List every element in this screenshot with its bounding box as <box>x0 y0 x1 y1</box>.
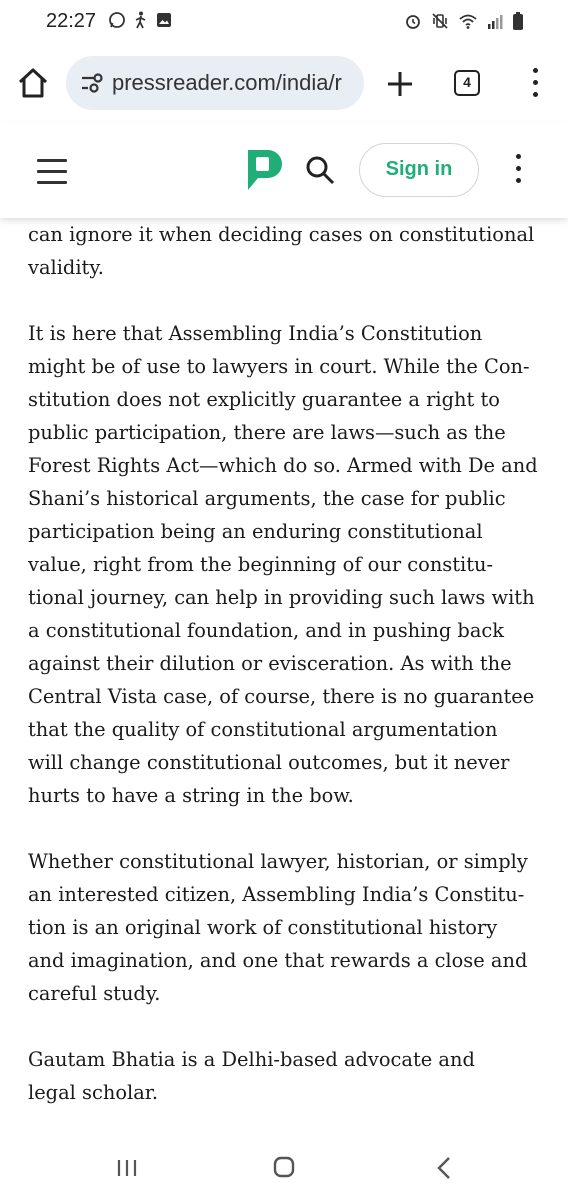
tab-switcher-button[interactable]: 4 <box>454 70 480 96</box>
pressreader-logo-icon[interactable] <box>244 146 284 194</box>
url-text[interactable]: pressreader.com/india/r <box>112 70 342 95</box>
status-bar <box>0 0 568 44</box>
alarm-icon <box>404 12 422 30</box>
gallery-icon <box>156 12 172 28</box>
site-settings-icon[interactable] <box>80 72 104 94</box>
recent-apps-icon[interactable] <box>116 1158 138 1178</box>
sign-in-button[interactable]: Sign in <box>359 143 479 197</box>
article-paragraph: It is here that Assembling India’s Constitution might be of use to lawyers in court. While the Con- stitution does not explicitly guarantee a right to public participation, there are laws—such as the Forest Rights Act—which do so. Armed with De and Shani’s historical arguments, the case for public participation being an enduring constitutional value, right from the beginning of our constitu- tional journey, can help in providing such laws with a constitutional foundation, and in pushing back against their dilution or evisceration. As with the Central Vista case, of course, there is no guarantee that the quality of constitutional argumentation will change constitutional outcomes, but it never hurts to have a string in the bow. <box>28 322 538 807</box>
browser-toolbar <box>0 44 568 122</box>
walking-person-icon <box>134 11 148 29</box>
browser-menu-icon[interactable] <box>530 68 540 102</box>
vibrate-mute-icon <box>431 12 449 30</box>
back-icon[interactable] <box>435 1155 453 1181</box>
signal-icon <box>487 12 503 30</box>
site-menu-icon[interactable] <box>513 154 523 188</box>
url-bar[interactable] <box>66 56 364 110</box>
home-icon[interactable] <box>16 66 50 100</box>
system-navigation-bar <box>0 1130 568 1200</box>
hamburger-menu-icon[interactable] <box>37 159 67 183</box>
article-paragraph: Whether constitutional lawyer, historian, or simply an interested citizen, Assembling India’s Constitu- tion is an original work of constitutional history and imagination, and one that rewards a close and careful study. <box>28 850 528 1005</box>
wifi-icon <box>458 12 478 30</box>
article-paragraph: can ignore it when deciding cases on constitutional validity. <box>28 223 535 279</box>
article-body <box>28 218 544 1109</box>
home-button-icon[interactable] <box>273 1156 295 1178</box>
battery-icon <box>512 11 524 31</box>
whatsapp-icon <box>108 11 126 29</box>
author-bio: Gautam Bhatia is a Delhi-based advocate and legal scholar. <box>28 1048 475 1104</box>
new-tab-icon[interactable] <box>384 68 416 100</box>
status-time: 22:27 <box>46 10 97 32</box>
search-icon[interactable] <box>304 154 336 186</box>
site-header <box>0 122 568 218</box>
